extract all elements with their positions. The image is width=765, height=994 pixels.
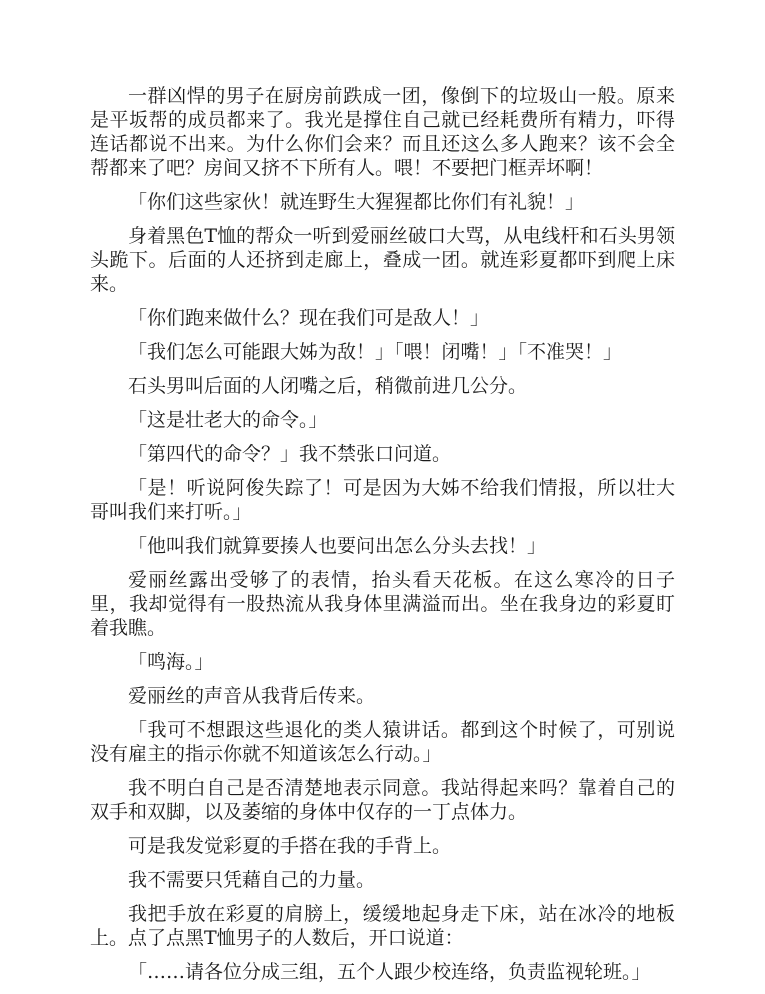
paragraph: 「他叫我们就算要揍人也要问出怎么分头去找！」: [128, 535, 547, 557]
paragraph: 「第四代的命令？」我不禁张口问道。: [128, 443, 452, 465]
document-page: [90, 84, 675, 994]
paragraph: 我不明白自己是否清楚地表示同意。我站得起来吗？靠着自己的双手和双脚，以及萎缩的身体中仅存的一丁点体力。: [90, 777, 675, 823]
paragraph: 「鸣海。」: [128, 651, 214, 673]
paragraph: 石头男叫后面的人闭嘴之后，稍微前进几公分。: [128, 375, 528, 397]
paragraph: 「你们跑来做什么？现在我们可是敌人！」: [128, 307, 490, 329]
paragraph: 「这是壮老大的命令。」: [128, 409, 328, 431]
paragraph: 爱丽丝露出受够了的表情，抬头看天花板。在这么寒冷的日子里，我却觉得有一股热流从我身体里满溢而出。坐在我身边的彩夏盯着我瞧。: [90, 569, 675, 639]
paragraph: 我不需要只凭藉自己的力量。: [128, 869, 376, 891]
paragraph: 我把手放在彩夏的肩膀上，缓缓地起身走下床，站在冰冷的地板上。点了点黑T恤男子的人数后，开口说道：: [90, 903, 675, 949]
paragraph: 「我可不想跟这些退化的类人猿讲话。都到这个时候了，可别说没有雇主的指示你就不知道该怎么行动。」: [90, 719, 675, 765]
paragraph: 「……请各位分成三组，五个人跟少校连络，负责监视轮班。」: [128, 961, 651, 983]
paragraph: 身着黑色T恤的帮众一听到爱丽丝破口大骂，从电线杆和石头男领头跪下。后面的人还挤到走廊上，叠成一团。就连彩夏都吓到爬上床来。: [90, 225, 675, 295]
paragraph: 爱丽丝的声音从我背后传来。: [128, 685, 376, 707]
paragraph: 「你们这些家伙！就连野生大猩猩都比你们有礼貌！」: [128, 191, 585, 213]
paragraph: 「是！听说阿俊失踪了！可是因为大姊不给我们情报，所以壮大哥叫我们来打听。」: [90, 477, 675, 523]
paragraph: 可是我发觉彩夏的手搭在我的手背上。: [128, 835, 452, 857]
paragraph: 一群凶悍的男子在厨房前跌成一团，像倒下的垃圾山一般。原来是平坂帮的成员都来了。我光是撑住自己就已经耗费所有精力，吓得连话都说不出来。为什么你们会来？而且还这么多人跑来？该不会全帮都来了吧？房间又挤不下所有人。喂！不要把门框弄坏啊！: [90, 85, 675, 179]
paragraph: 「我们怎么可能跟大姊为敌！」「喂！闭嘴！」「不准哭！」: [128, 341, 623, 363]
